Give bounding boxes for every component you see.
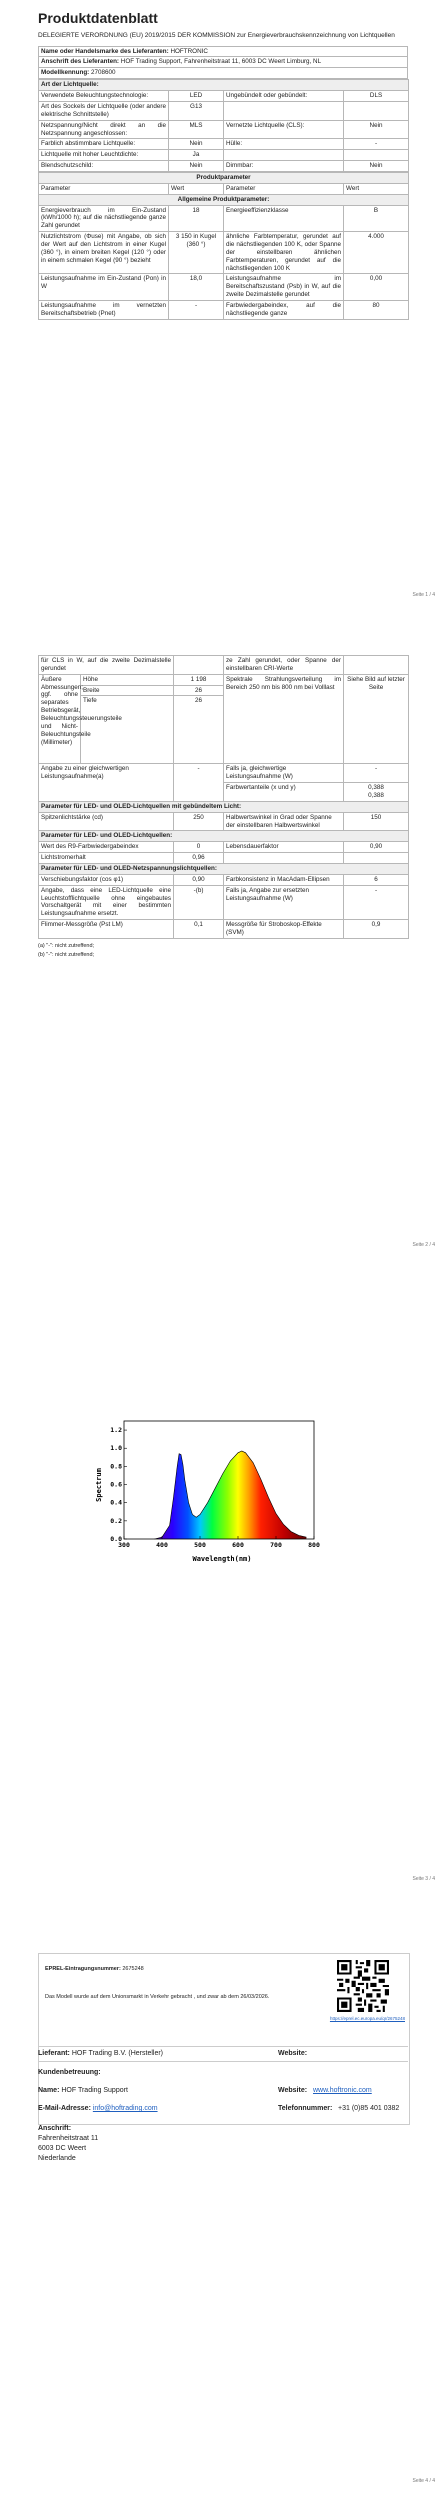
supplier-name-row: Name oder Handelsmarke des Lieferanten: HOFTRONIC [39,46,408,57]
y-tick-label: 0.2 [110,1516,122,1525]
maint-label: Lichtstromerhalt [39,853,174,864]
y-tick-label: 0.8 [110,1462,122,1471]
kind-label: Farblich abstimmbare Lichtquelle: [39,139,169,150]
y-tick-label: 1.2 [110,1426,122,1435]
kind-value: - [344,139,409,150]
anschrift-line-2: 6003 DC Weert [38,2145,87,2152]
kind-value: Nein [169,139,224,150]
phone-value: +31 (0)85 401 0382 [338,2105,400,2112]
x-tick-label: 800 [308,1541,320,1549]
coords-y: 0,388 [368,792,384,800]
general-param-value: 18 [169,205,224,232]
general-param-label: ähnliche Farbtemperatur, gerundet auf die nächstliegenden 100 K, oder Spanne der einstellbaren ähnlichen Farbtemperaturen, gerundet auf die nächstliegenden 100 K [224,232,344,274]
page-number-2: Seite 2 / 4 [412,1242,435,1248]
general-param-label: Nutzlichtstrom (Φuse) mit Angabe, ob sich der Wert auf den Lichtstrom in einer Kugel (360 °), in einem breiten Kegel (120 °) oder in einem schmalen Kegel (90 °) bezieht [39,232,169,274]
life-label: Lebensdauerfaktor [224,842,344,853]
chroma-value: - [344,764,409,783]
general-param-value: - [169,300,224,319]
r9-value: 0 [174,842,224,853]
peak-label: Spitzenlichtstärke (cd) [39,812,174,831]
general-param-value: 4.000 [344,232,409,274]
peak-value: 250 [174,812,224,831]
page-1 [38,10,408,320]
y-tick-label: 0.0 [110,1535,122,1543]
eprel-value: 2675248 [122,1966,144,1972]
supplier-table [38,46,408,80]
params-head-parameter: Parameter [39,183,169,194]
footnote-b: (b) "-": nicht zutreffend; [38,951,95,958]
replace2-value: - [344,885,409,919]
kind-row [39,139,409,150]
document-subtitle: DELEGIERTE VERORDNUNG (EU) 2019/2015 DER KOMMISSION zur Energieverbrauchskennzeichnung von Lichtquellen [38,31,395,39]
pf-value: 0,90 [174,874,224,885]
x-tick-label: 700 [270,1541,282,1549]
general-param-value: 18,0 [169,274,224,301]
eprel-label: EPREL-Eintragungsnummer: [45,1966,121,1972]
email-label: E-Mail-Adresse: [38,2105,91,2112]
x-tick-label: 400 [156,1541,168,1549]
cont-right-text: ze Zahl gerundet, oder Spanne der einstellbaren CRI-Werte [224,656,344,675]
kind-row [39,150,409,161]
general-param-label: Leistungsaufnahme im Ein-Zustand (Pon) in W [39,274,169,301]
strobo-value: 0,9 [344,920,409,939]
x-tick-label: 600 [232,1541,244,1549]
r9-label: Wert des R9-Farbwiedergabeindex [39,842,174,853]
pf-label: Verschiebungsfaktor (cos φ1) [39,874,174,885]
qr-code-icon[interactable] [337,1960,389,2012]
spectrum-area [154,1451,306,1539]
mac-value: 6 [344,874,409,885]
led-section-heading: Parameter für LED- und OLED-Lichtquellen: [39,831,409,842]
general-param-value: 80 [344,300,409,319]
kind-label: Blendschutzschild: [39,161,169,172]
strobo-label: Messgröße für Stroboskop-Effekte (SVM) [224,920,344,939]
y-tick-label: 1.0 [110,1444,122,1453]
page-number-3: Seite 3 / 4 [412,1876,435,1882]
kind-row [39,161,409,172]
supplier-address-row: Anschrift des Lieferanten: HOF Trading Support, Fahrenheitstraat 11, 6003 DC Weert Limburg, NL [39,57,408,68]
page-number-4: Seite 4 / 4 [412,2478,435,2484]
directional-section-heading: Parameter für LED- und OLED-Lichtquellen mit gebündeltem Licht: [39,801,409,812]
y-tick-label: 0.4 [110,1498,122,1507]
phone-label: Telefonnummer: [278,2105,333,2112]
kind-label: Ungebündelt oder gebündelt: [224,91,344,102]
qr-url-link[interactable]: https://eprel.ec.europa.eu/qr/2675248 [329,2016,405,2021]
kind-value: Nein [169,161,224,172]
cont-left-text: für CLS in W, auf die zweite Dezimalstelle gerundet [39,656,174,675]
params-head-value: Wert [169,183,224,194]
kind-value [344,150,409,161]
general-param-row [39,300,409,319]
light-source-kind-table [38,79,409,172]
parameters-continued-table [38,655,409,939]
general-param-value: 3 150 in Kugel (360 °) [169,232,224,274]
flicker-label: Flimmer-Messgröße (Pst LM) [39,920,174,939]
page-number-1: Seite 1 / 4 [412,592,435,598]
general-section-heading: Allgemeine Produktparameter: [39,194,409,205]
kundenbetreuung-label: Kundenbetreuung: [38,2069,101,2076]
mains-section-heading: Parameter für LED- und OLED-Netzspannungslichtquellen: [39,864,409,875]
replace-value: -(b) [174,885,224,919]
general-param-label: Farbwiedergabeindex, auf die nächstliegende ganze [224,300,344,319]
name-label: Name: [38,2087,60,2094]
kind-label: Lichtquelle mit hoher Leuchtdichte: [39,150,169,161]
kind-value: MLS [169,120,224,139]
lieferant-label: Lieferant: [38,2050,70,2057]
dim-value-width: 26 [174,685,224,696]
email-link[interactable]: info@hoftrading.com [92,2105,158,2112]
kind-section-heading: Art der Lichtquelle: [39,80,409,91]
kind-value [344,101,409,120]
kind-label [224,101,344,120]
spectral-value: Siehe Bild auf letzter Seite [344,674,409,764]
kind-value: Ja [169,150,224,161]
website-label-2: Website: [278,2087,308,2094]
params-head-value-2: Wert [344,183,409,194]
general-param-label: Energieverbrauch im Ein-Zustand (kWh/1000 h); auf die nächstliegende ganze Zahl gerundet [39,205,169,232]
general-param-label: Leistungsaufnahme im vernetzten Bereitschaftsbetrieb (Pnet) [39,300,169,319]
kind-row [39,120,409,139]
kind-value: DLS [344,91,409,102]
footnote-a: (a) "-": nicht zutreffend; [38,942,95,949]
market-note: Das Modell wurde auf dem Unionsmarkt in Verkehr gebracht , und zwar ab dem 26/03/2026. [45,1994,270,2000]
page-2 [38,655,408,959]
general-param-label: Leistungsaufnahme im Bereitschaftszustand (Psb) in W, auf die zweite Dezimalstelle gerundet [224,274,344,301]
chroma-label: Falls ja, gleichwertige Leistungsaufnahme (W) [224,764,344,783]
kind-label [224,150,344,161]
dim-name-depth: Tiefe [81,696,174,764]
dim-value-depth: 26 [174,696,224,764]
kind-label: Dimmbar: [224,161,344,172]
replace-label: Angabe, dass eine LED-Lichtquelle eine Leuchtstofflichtquelle ohne eingebautes Vorschaltgerät mit einer bestimmten Leistungsaufnahme ersetzt. [39,885,174,919]
maint-value: 0,96 [174,853,224,864]
dim-name-height: Höhe [81,674,174,685]
kind-row [39,91,409,102]
name-value: HOF Trading Support [61,2087,128,2094]
life-value: 0,90 [344,842,409,853]
params-section-heading: Produktparameter [39,172,409,183]
product-parameters-table [38,172,409,320]
dim-value-height: 1 198 [174,674,224,685]
params-head-parameter-2: Parameter [224,183,344,194]
beam-value: 150 [344,812,409,831]
kind-label: Hülle: [224,139,344,150]
kind-value: G13 [169,101,224,120]
lieferant-value: HOF Trading B.V. (Hersteller) [71,2050,164,2057]
general-param-row [39,205,409,232]
anschrift-line-1: Fahrenheitstraat 11 [38,2135,99,2142]
replace2-label: Falls ja, Angabe zur ersetzten Leistungsaufnahme (W) [224,885,344,919]
coords-x: 0,388 [368,784,384,792]
x-axis-label: Wavelength(nm) [192,1555,252,1563]
kind-row [39,101,409,120]
kind-value: Nein [344,120,409,139]
anschrift-line-3: Niederlande [38,2155,76,2162]
x-tick-label: 500 [194,1541,206,1549]
spectrum-chart [92,1415,322,1565]
contact-section [38,2046,408,2164]
general-param-label: Energieeffizienzklasse [224,205,344,232]
website-label-1: Website: [278,2050,308,2057]
website-link[interactable]: www.hoftronic.com [313,2087,372,2094]
y-axis-label: Spectrum [95,1468,103,1502]
spectral-label: Spektrale Strahlungsverteilung im Bereich 250 nm bis 800 nm bei Volllast [224,674,344,764]
kind-value: LED [169,91,224,102]
mac-label: Farbkonsistenz in MacAdam-Ellipsen [224,874,344,885]
general-param-row [39,274,409,301]
dim-name-width: Breite [81,685,174,696]
equiv-value: - [174,764,224,801]
general-param-value: 0,00 [344,274,409,301]
kind-label: Verwendete Beleuchtungstechnologie: [39,91,169,102]
kind-label: Netzspannung/Nicht direkt an die Netzspannung angeschlossen: [39,120,169,139]
coords-label: Farbwertanteile (x und y) [224,783,344,802]
beam-label: Halbwertswinkel in Grad oder Spanne der einstellbaren Halbwertswinkel [224,812,344,831]
anschrift-label: Anschrift: [38,2125,72,2132]
kind-label: Art des Sockels der Lichtquelle (oder andere elektrische Schnittstelle) [39,101,169,120]
document-title: Produktdatenblatt [38,10,158,26]
general-param-value: B [344,205,409,232]
equiv-label: Angabe zu einer gleichwertigen Leistungsaufnahme(a) [39,764,174,801]
flicker-value: 0,1 [174,920,224,939]
dims-label: Äußere Abmessungen; ggf. ohne separates Betriebsgerät, Beleuchtungssteuerungsteile und Nicht-Beleuchtungsteile (Millimeter) [39,674,81,764]
y-tick-label: 0.6 [110,1480,122,1489]
kind-label: Vernetzte Lichtquelle (CLS): [224,120,344,139]
kind-value: Nein [344,161,409,172]
x-tick-label: 300 [118,1541,130,1549]
model-row: Modellkennung: 2708600 [39,68,408,79]
general-param-row [39,232,409,274]
